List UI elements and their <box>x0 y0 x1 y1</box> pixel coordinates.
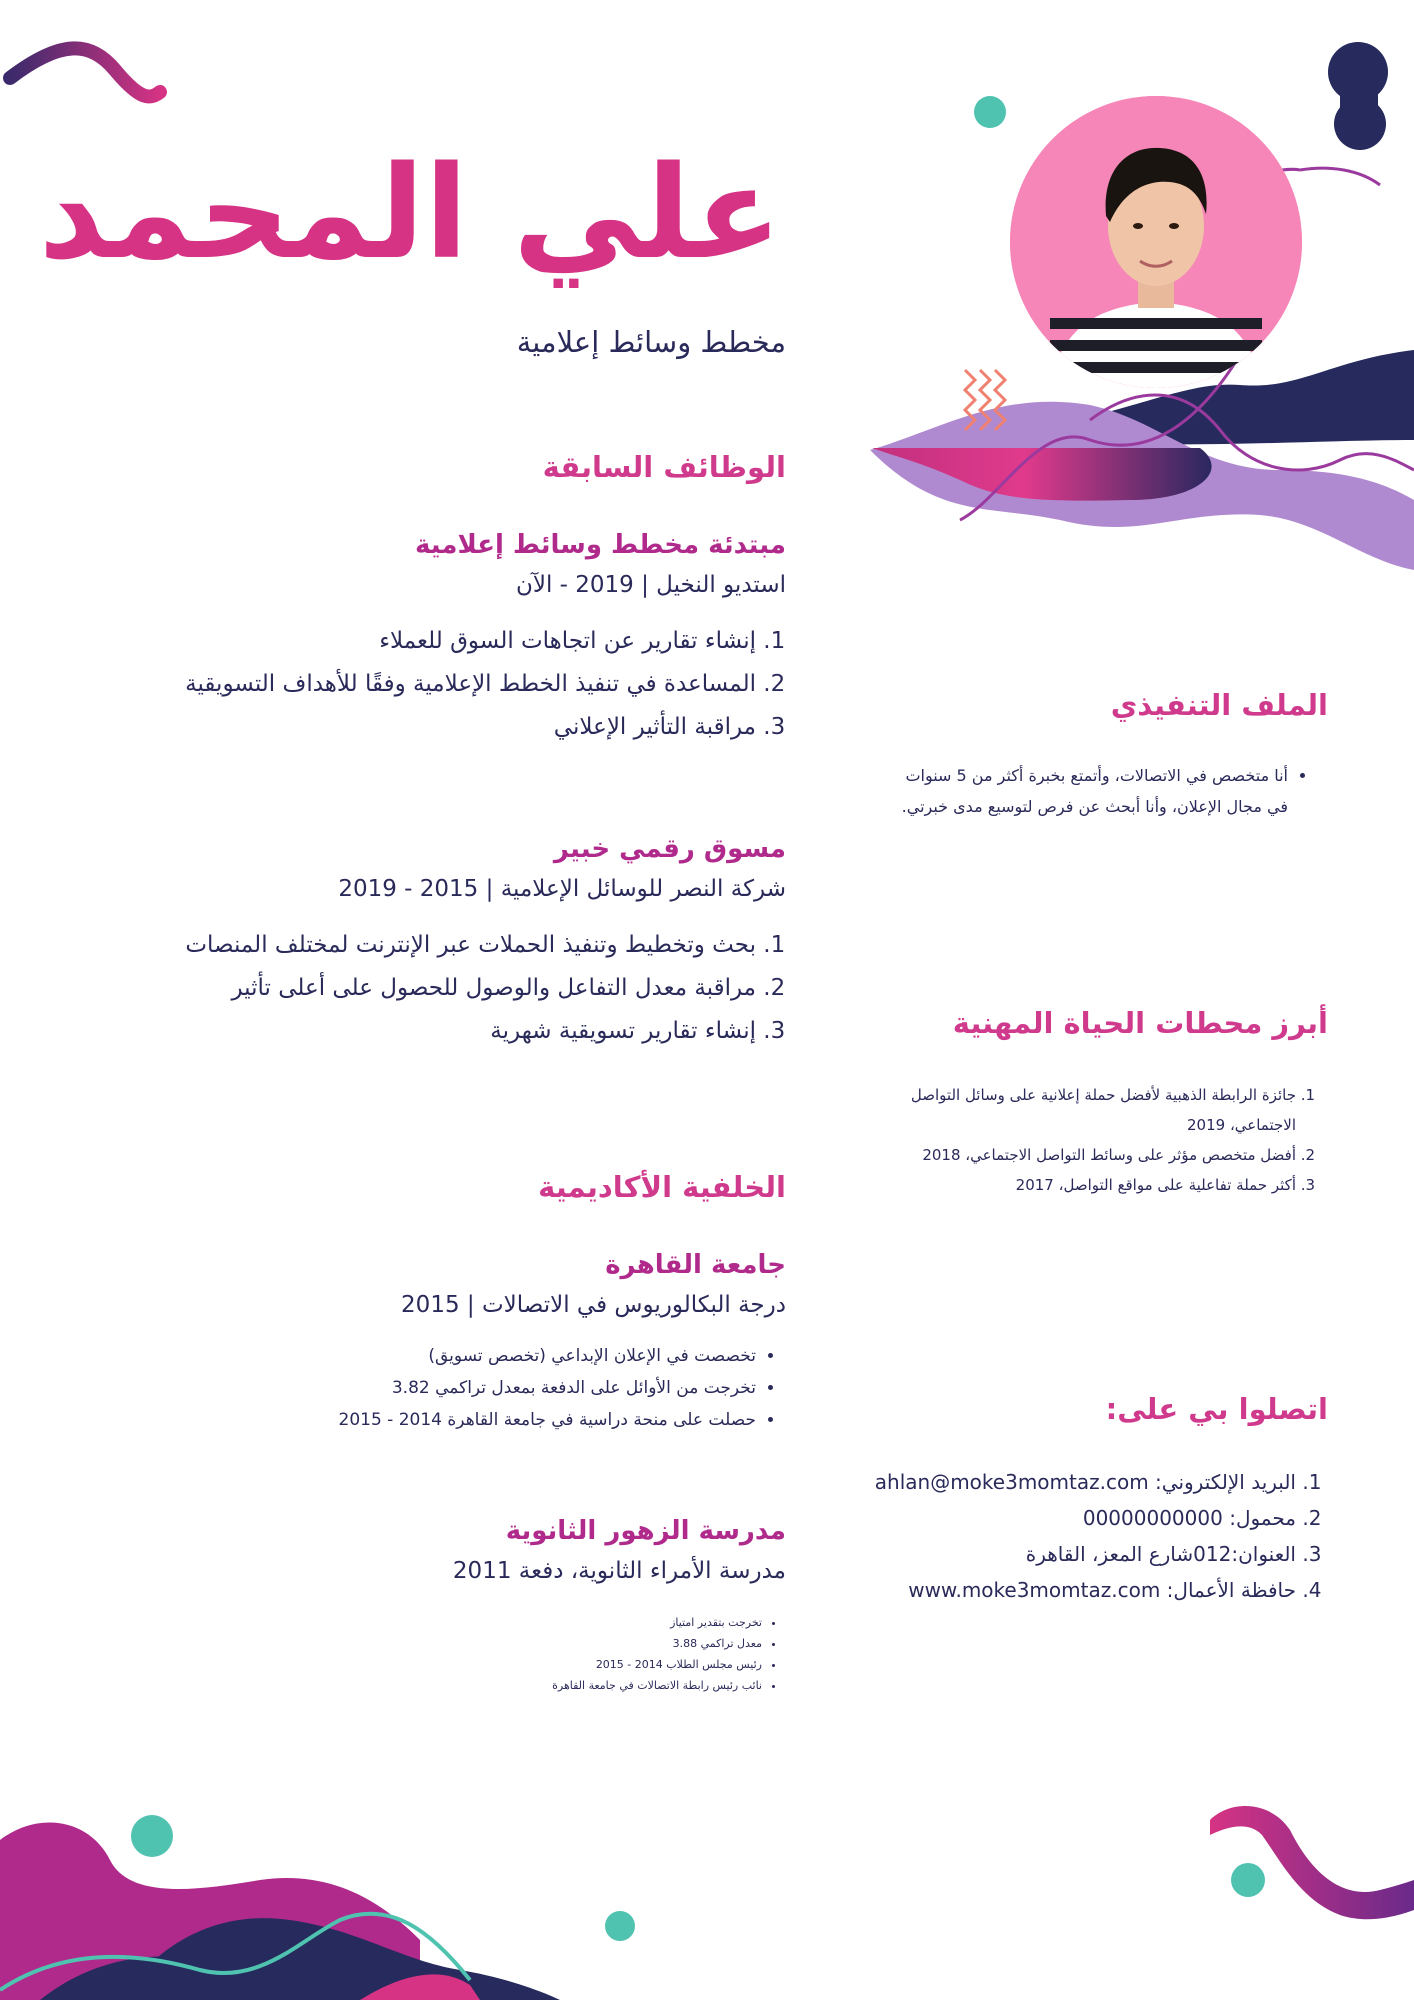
job-1 <box>166 530 786 749</box>
list-item: • معدل تراكمي 3.88 <box>166 1633 762 1654</box>
job-1-role: مبتدئة مخطط وسائط إعلامية <box>414 530 786 560</box>
bottom-right-squiggle <box>1210 1806 1414 1919</box>
job-2 <box>166 834 786 1053</box>
job-2-tasks <box>166 924 786 1053</box>
summary-heading: الملف التنفيذي <box>1110 688 1328 722</box>
contact-heading: اتصلوا بي على: <box>1105 1392 1328 1426</box>
list-item: 1. إنشاء تقارير عن اتجاهات السوق للعملاء <box>166 620 756 663</box>
list-item: 1. جائزة الرابطة الذهبية لأفضل حملة إعلانية على وسائل التواصل الاجتماعي، 2019 <box>856 1080 1296 1140</box>
list-item: 2. المساعدة في تنفيذ الخطط الإعلامية وفقًا للأهداف التسويقية <box>166 663 756 706</box>
full-name: علي المحمد <box>38 139 782 288</box>
school-2 <box>166 1516 786 1696</box>
list-item: 3. مراقبة التأثير الإعلاني <box>166 706 756 749</box>
list-item: • تخرجت بتقدير امتياز <box>166 1612 762 1633</box>
list-item: 1. بحث وتخطيط وتنفيذ الحملات عبر الإنترنت لمختلف المنصات <box>166 924 756 967</box>
experience-heading: الوظائف السابقة <box>542 450 786 484</box>
list-item: 3. أكثر حملة تفاعلية على مواقع التواصل، 2017 <box>856 1170 1296 1200</box>
education-heading: الخلفية الأكاديمية <box>538 1170 786 1204</box>
school-1 <box>166 1250 786 1436</box>
person-illustration <box>1010 96 1302 388</box>
list-item: • تخرجت من الأوائل على الدفعة بمعدل تراكمي 3.82 <box>166 1372 756 1404</box>
list-item: • رئيس مجلس الطلاب 2014 - 2015 <box>166 1654 762 1675</box>
teal-dot-bottom-mid <box>605 1911 635 1941</box>
list-item: • تخصصت في الإعلان الإبداعي (تخصص تسويق) <box>166 1340 756 1372</box>
job-1-company-period: استديو النخيل | 2019 - الآن <box>515 572 786 598</box>
job-2-role: مسوق رقمي خبير <box>553 834 786 864</box>
school-1-name: جامعة القاهرة <box>605 1250 786 1280</box>
school-1-points <box>166 1340 786 1436</box>
job-2-company-period: شركة النصر للوسائل الإعلامية | 2015 - 2019 <box>338 876 786 902</box>
list-item: • حصلت على منحة دراسية في جامعة القاهرة 2014 - 2015 <box>166 1404 756 1436</box>
contact-address: 3. العنوان:012شارع المعز، القاهرة <box>875 1536 1296 1572</box>
school-2-degree: مدرسة الأمراء الثانوية، دفعة 2011 <box>452 1558 786 1584</box>
highlights-list <box>856 1080 1318 1200</box>
contact-portfolio[interactable]: 4. حافظة الأعمال: www.moke3momtaz.com <box>875 1572 1296 1608</box>
summary-list <box>888 760 1314 822</box>
school-2-points <box>166 1612 786 1696</box>
teal-dot-bottom-left <box>131 1815 173 1857</box>
list-item: • نائب رئيس رابطة الاتصالات في جامعة القاهرة <box>166 1675 762 1696</box>
school-1-degree: درجة البكالوريوس في الاتصالات | 2015 <box>401 1292 786 1318</box>
contact-email[interactable]: 1. البريد الإلكتروني: ahlan@moke3momtaz.com <box>875 1464 1296 1500</box>
school-2-name: مدرسة الزهور الثانوية <box>505 1516 786 1546</box>
top-left-squiggle <box>10 48 160 96</box>
list-item: 2. مراقبة معدل التفاعل والوصول للحصول على أعلى تأثير <box>166 967 756 1010</box>
job-1-tasks <box>166 620 786 749</box>
summary-text: • أنا متخصص في الاتصالات، وأتمتع بخبرة أكثر من 5 سنوات في مجال الإعلان، وأنا أبحث عن فرص لتوسيع مدى خبرتي. <box>888 760 1288 822</box>
contact-list <box>875 1464 1318 1608</box>
teal-dot-top <box>974 96 1006 128</box>
teal-dot-bottom-right <box>1231 1863 1265 1897</box>
list-item: 3. إنشاء تقارير تسويقية شهرية <box>166 1010 756 1053</box>
profile-photo <box>1010 96 1302 388</box>
job-title: مخطط وسائط إعلامية <box>516 325 786 359</box>
contact-phone[interactable]: 2. محمول: 00000000000 <box>875 1500 1296 1536</box>
highlights-heading: أبرز محطات الحياة المهنية <box>952 1006 1328 1040</box>
list-item: 2. أفضل متخصص مؤثر على وسائط التواصل الاجتماعي، 2018 <box>856 1140 1296 1170</box>
